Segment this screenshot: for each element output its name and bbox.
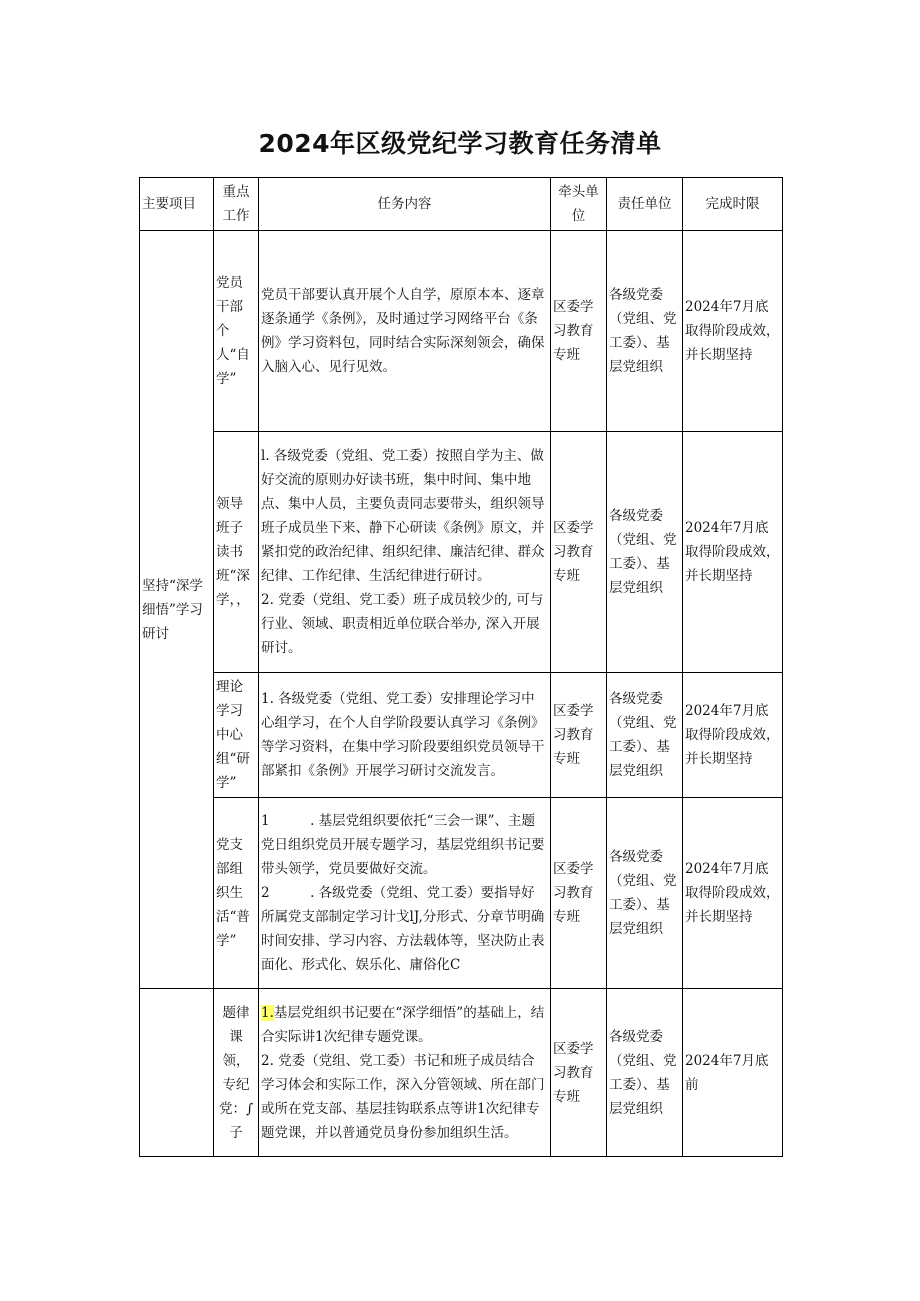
lead-unit-cell: 区委学习教育专班: [551, 231, 607, 432]
header-lead-unit: 牵头单位: [551, 178, 607, 231]
header-main-item: 主要项目: [140, 178, 214, 231]
table-row: [140, 673, 783, 798]
table-row: [140, 798, 783, 989]
table-row: [140, 989, 783, 1157]
lead-unit-cell: 区委学习教育专班: [551, 798, 607, 989]
resp-unit-cell: 各级党委（党组、党工委）、基层党组织: [607, 432, 683, 673]
key-work-cell: 党支部组织生活“普学”: [214, 798, 259, 989]
key-work-cell: 理论学习中心组“研学”: [214, 673, 259, 798]
task-paragraph: 2. 党委（党组、党工委）班子成员较少的, 可与行业、领域、职责相近单位联合举办, 深入开展研讨。: [261, 592, 544, 656]
header-resp-unit: 责任单位: [607, 178, 683, 231]
table-header-row: [140, 178, 783, 231]
task-paragraph: l. 各级党委（党组、党工委）按照自学为主、做好交流的原则办好读书班，集中时间、集中地点、集中人员，主要负责同志要带头，组织领导班子成员坐下来、静下心研读《条例》原文，并紧扣党的政治纪律、组织纪律、廉洁纪律、群众纪律、工作纪律、生活纪律进行研讨。: [261, 448, 545, 584]
deadline-cell: 2024年7月底取得阶段成效，并长期坚持: [683, 798, 783, 989]
task-paragraph: [261, 1001, 548, 1049]
task-cell: [259, 989, 551, 1157]
task-paragraph: 党员干部要认真开展个人自学，原原本本、逐章逐条通学《条例》，及时通过学习网络平台《条例》学习资料包，同时结合实际深刻领会，确保入脑入心、见行见效。: [261, 287, 545, 375]
main-item-cell: 坚持“深学细悟”学习研讨: [140, 231, 214, 989]
task-cell: [259, 432, 551, 673]
key-work-cell: 党员干部个人“自学”: [214, 231, 259, 432]
page-title: 2024年区级党纪学习教育任务清单: [258, 129, 662, 158]
lead-unit-cell: 区委学习教育专班: [551, 989, 607, 1157]
highlight-marker: 1.: [261, 1004, 274, 1021]
deadline-cell: 2024年7月底前: [683, 989, 783, 1157]
table-row: [140, 231, 783, 432]
deadline-cell: 2024年7月底取得阶段成效，并长期坚持: [683, 432, 783, 673]
task-cell: [259, 673, 551, 798]
header-deadline: 完成时限: [683, 178, 783, 231]
resp-unit-cell: 各级党委（党组、党工委）、基层党组织: [607, 673, 683, 798]
header-task: 任务内容: [259, 178, 551, 231]
task-paragraph: 1. 各级党委（党组、党工委）安排理论学习中心组学习，在个人自学阶段要认真学习《条例》等学习资料，在集中学习阶段要组织党员领导干部紧扣《条例》开展学习研讨交流发言。: [261, 691, 545, 779]
resp-unit-cell: 各级党委（党组、党工委）、基层党组织: [607, 231, 683, 432]
lead-unit-cell: 区委学习教育专班: [551, 432, 607, 673]
task-cell: [259, 231, 551, 432]
deadline-cell: 2024年7月底取得阶段成效，并长期坚持: [683, 231, 783, 432]
task-paragraph-rest: 基层党组织书记要在“深学细悟”的基础上，结合实际讲1次纪律专题党课。: [261, 1004, 545, 1045]
deadline-cell: 2024年7月底取得阶段成效，并长期坚持: [683, 673, 783, 798]
lead-unit-cell: 区委学习教育专班: [551, 673, 607, 798]
resp-unit-cell: 各级党委（党组、党工委）、基层党组织: [607, 989, 683, 1157]
task-paragraph: 2. 党委（党组、党工委）书记和班子成员结合学习体会和实际工作，深入分管领域、所在部门或所在党支部、基层挂钩联系点等讲1次纪律专题党课，并以普通党员身份参加组织生活。: [261, 1052, 545, 1141]
task-table: [139, 177, 783, 1157]
key-work-cell: 题律课领，专纪党：∫子: [214, 989, 259, 1157]
header-key-work: 重点工作: [214, 178, 259, 231]
resp-unit-cell: 各级党委（党组、党工委）、基层党组织: [607, 798, 683, 989]
key-work-cell: 领导班子读书班“深学，，: [214, 432, 259, 673]
task-paragraph: 2 . 各级党委（党组、党工委）要指导好所属党支部制定学习计戈lJ,分形式、分章节明确时间安排、学习内容、方法载体等，坚决防止表面化、形式化、娱乐化、庸俗化C: [261, 885, 545, 973]
task-cell: [259, 798, 551, 989]
table-row: [140, 432, 783, 673]
main-item-cell-empty: [140, 989, 214, 1157]
task-paragraph: 1 . 基层党组织要依托“三会一课”、主题党日组织党员开展专题学习，基层党组织书记要带头领学，党员要做好交流。: [261, 813, 545, 877]
